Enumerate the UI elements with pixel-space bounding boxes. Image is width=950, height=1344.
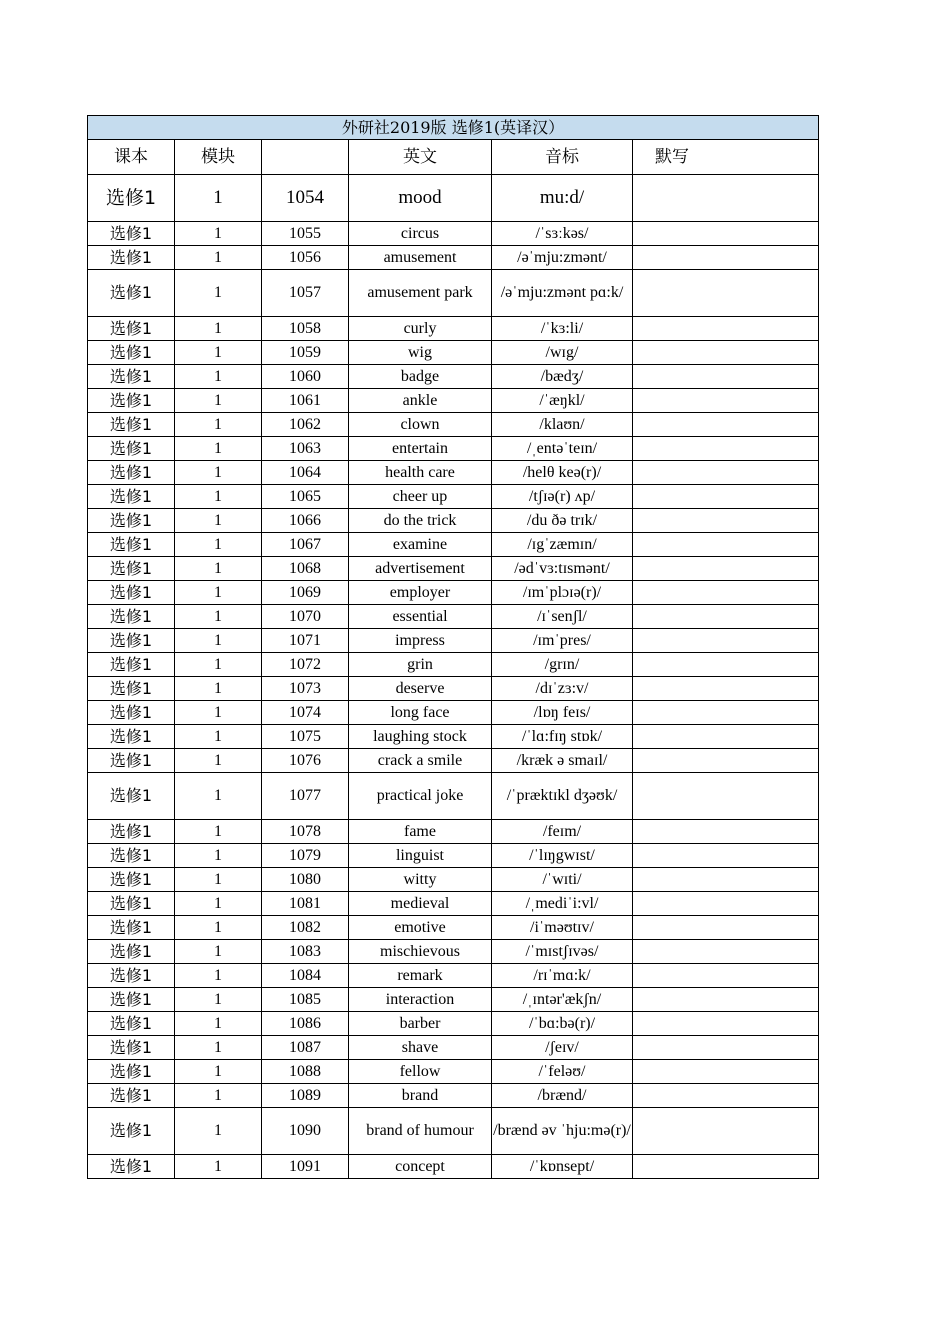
cell-dictation[interactable] xyxy=(633,1060,819,1084)
cell-phonetic: /dɪˈzɜ:v/ xyxy=(492,677,633,701)
table-row xyxy=(88,413,819,437)
cell-number: 1065 xyxy=(262,485,349,509)
cell-phonetic: /kræk ə smaɪl/ xyxy=(492,749,633,773)
cell-dictation[interactable] xyxy=(633,246,819,270)
cell-module: 1 xyxy=(175,749,262,773)
cell-book: 选修1 xyxy=(88,365,175,389)
table-row xyxy=(88,773,819,820)
cell-number: 1067 xyxy=(262,533,349,557)
cell-book: 选修1 xyxy=(88,916,175,940)
cell-book: 选修1 xyxy=(88,1060,175,1084)
cell-dictation[interactable] xyxy=(633,1012,819,1036)
table-row xyxy=(88,653,819,677)
cell-module: 1 xyxy=(175,820,262,844)
table-row xyxy=(88,629,819,653)
cell-number: 1072 xyxy=(262,653,349,677)
cell-english: clown xyxy=(349,413,492,437)
table-row xyxy=(88,222,819,246)
cell-english: brand of humour xyxy=(349,1108,492,1155)
cell-dictation[interactable] xyxy=(633,533,819,557)
cell-number: 1071 xyxy=(262,629,349,653)
cell-phonetic: /əˈmju:zmənt pɑ:k/ xyxy=(492,270,633,317)
cell-phonetic: /ˈwɪti/ xyxy=(492,868,633,892)
cell-phonetic: /ɪgˈzæmɪn/ xyxy=(492,533,633,557)
cell-dictation[interactable] xyxy=(633,844,819,868)
table-row xyxy=(88,437,819,461)
cell-number: 1056 xyxy=(262,246,349,270)
cell-module: 1 xyxy=(175,341,262,365)
table-row xyxy=(88,677,819,701)
cell-phonetic: /ˈlɑ:fɪŋ stɒk/ xyxy=(492,725,633,749)
cell-phonetic: /ˈæŋkl/ xyxy=(492,389,633,413)
cell-english: do the trick xyxy=(349,509,492,533)
cell-english: brand xyxy=(349,1084,492,1108)
cell-module: 1 xyxy=(175,1108,262,1155)
cell-module: 1 xyxy=(175,844,262,868)
cell-module: 1 xyxy=(175,413,262,437)
table-row xyxy=(88,725,819,749)
cell-module: 1 xyxy=(175,270,262,317)
cell-phonetic: /ˈlɪŋgwɪst/ xyxy=(492,844,633,868)
cell-number: 1078 xyxy=(262,820,349,844)
cell-module: 1 xyxy=(175,437,262,461)
cell-book: 选修1 xyxy=(88,605,175,629)
cell-phonetic: /ˈkɒnsept/ xyxy=(492,1155,633,1179)
cell-dictation[interactable] xyxy=(633,701,819,725)
cell-phonetic: /ˈsɜːkəs/ xyxy=(492,222,633,246)
cell-english: deserve xyxy=(349,677,492,701)
cell-number: 1083 xyxy=(262,940,349,964)
cell-english: examine xyxy=(349,533,492,557)
cell-phonetic: /ˌmediˈi:vl/ xyxy=(492,892,633,916)
cell-english: interaction xyxy=(349,988,492,1012)
cell-phonetic: /ədˈvɜ:tɪsmənt/ xyxy=(492,557,633,581)
cell-phonetic: /ˌentəˈteɪn/ xyxy=(492,437,633,461)
cell-phonetic: mu:d/ xyxy=(492,175,633,222)
table-row xyxy=(88,1012,819,1036)
cell-dictation[interactable] xyxy=(633,677,819,701)
cell-phonetic: /ɪmˈplɔɪə(r)/ xyxy=(492,581,633,605)
header-number xyxy=(262,140,349,175)
cell-phonetic: /ɪmˈpres/ xyxy=(492,629,633,653)
cell-number: 1087 xyxy=(262,1036,349,1060)
cell-phonetic: /brænd əv ˈhju:mə(r)/ xyxy=(492,1108,633,1155)
cell-dictation[interactable] xyxy=(633,605,819,629)
cell-number: 1086 xyxy=(262,1012,349,1036)
cell-phonetic: /əˈmju:zmənt/ xyxy=(492,246,633,270)
cell-number: 1081 xyxy=(262,892,349,916)
cell-phonetic: /iˈməʊtɪv/ xyxy=(492,916,633,940)
header-book: 课本 xyxy=(88,140,175,175)
cell-book: 选修1 xyxy=(88,820,175,844)
cell-number: 1057 xyxy=(262,270,349,317)
cell-english: barber xyxy=(349,1012,492,1036)
cell-book: 选修1 xyxy=(88,246,175,270)
table-row xyxy=(88,820,819,844)
cell-book: 选修1 xyxy=(88,557,175,581)
cell-number: 1062 xyxy=(262,413,349,437)
cell-dictation[interactable] xyxy=(633,557,819,581)
cell-number: 1084 xyxy=(262,964,349,988)
table-row xyxy=(88,1155,819,1179)
title-row xyxy=(88,116,819,140)
cell-phonetic: /klaʊn/ xyxy=(492,413,633,437)
cell-english: fellow xyxy=(349,1060,492,1084)
cell-english: cheer up xyxy=(349,485,492,509)
table-row xyxy=(88,892,819,916)
cell-english: concept xyxy=(349,1155,492,1179)
cell-module: 1 xyxy=(175,964,262,988)
table-row xyxy=(88,964,819,988)
cell-module: 1 xyxy=(175,677,262,701)
cell-dictation[interactable] xyxy=(633,437,819,461)
cell-number: 1085 xyxy=(262,988,349,1012)
cell-module: 1 xyxy=(175,701,262,725)
cell-number: 1088 xyxy=(262,1060,349,1084)
table-row xyxy=(88,940,819,964)
cell-dictation[interactable] xyxy=(633,629,819,653)
table-row xyxy=(88,1084,819,1108)
cell-module: 1 xyxy=(175,725,262,749)
cell-book: 选修1 xyxy=(88,389,175,413)
cell-book: 选修1 xyxy=(88,964,175,988)
cell-number: 1066 xyxy=(262,509,349,533)
cell-phonetic: /tʃɪə(r) ʌp/ xyxy=(492,485,633,509)
cell-english: remark xyxy=(349,964,492,988)
cell-module: 1 xyxy=(175,485,262,509)
cell-book: 选修1 xyxy=(88,1012,175,1036)
cell-number: 1075 xyxy=(262,725,349,749)
header-module: 模块 xyxy=(175,140,262,175)
cell-module: 1 xyxy=(175,581,262,605)
cell-english: shave xyxy=(349,1036,492,1060)
cell-dictation[interactable] xyxy=(633,581,819,605)
cell-dictation[interactable] xyxy=(633,940,819,964)
cell-dictation[interactable] xyxy=(633,868,819,892)
cell-dictation[interactable] xyxy=(633,892,819,916)
cell-phonetic: /grɪn/ xyxy=(492,653,633,677)
cell-module: 1 xyxy=(175,868,262,892)
cell-dictation[interactable] xyxy=(633,725,819,749)
cell-book: 选修1 xyxy=(88,437,175,461)
cell-number: 1055 xyxy=(262,222,349,246)
table-row xyxy=(88,341,819,365)
cell-phonetic: /ˈkɜ:li/ xyxy=(492,317,633,341)
cell-number: 1069 xyxy=(262,581,349,605)
cell-english: badge xyxy=(349,365,492,389)
header-dictation: 默写 xyxy=(633,140,819,175)
cell-book: 选修1 xyxy=(88,413,175,437)
cell-book: 选修1 xyxy=(88,485,175,509)
cell-english: advertisement xyxy=(349,557,492,581)
cell-module: 1 xyxy=(175,461,262,485)
cell-dictation[interactable] xyxy=(633,749,819,773)
cell-number: 1079 xyxy=(262,844,349,868)
cell-phonetic: /ˈmɪstʃɪvəs/ xyxy=(492,940,633,964)
cell-dictation[interactable] xyxy=(633,317,819,341)
cell-number: 1064 xyxy=(262,461,349,485)
cell-number: 1058 xyxy=(262,317,349,341)
cell-dictation[interactable] xyxy=(633,222,819,246)
cell-english: grin xyxy=(349,653,492,677)
cell-dictation[interactable] xyxy=(633,916,819,940)
cell-phonetic: /brænd/ xyxy=(492,1084,633,1108)
table-row xyxy=(88,844,819,868)
cell-phonetic: /ˈpræktɪkl dʒəʊk/ xyxy=(492,773,633,820)
cell-dictation[interactable] xyxy=(633,820,819,844)
cell-phonetic: /bædʒ/ xyxy=(492,365,633,389)
cell-number: 1090 xyxy=(262,1108,349,1155)
cell-phonetic: /ʃeɪv/ xyxy=(492,1036,633,1060)
cell-book: 选修1 xyxy=(88,868,175,892)
header-row xyxy=(88,140,819,175)
cell-english: medieval xyxy=(349,892,492,916)
cell-book: 选修1 xyxy=(88,988,175,1012)
cell-number: 1091 xyxy=(262,1155,349,1179)
cell-module: 1 xyxy=(175,533,262,557)
cell-english: crack a smile xyxy=(349,749,492,773)
cell-module: 1 xyxy=(175,629,262,653)
cell-book: 选修1 xyxy=(88,629,175,653)
cell-phonetic: /ˈbɑ:bə(r)/ xyxy=(492,1012,633,1036)
cell-phonetic: /helθ keə(r)/ xyxy=(492,461,633,485)
cell-module: 1 xyxy=(175,892,262,916)
cell-english: witty xyxy=(349,868,492,892)
cell-english: entertain xyxy=(349,437,492,461)
cell-module: 1 xyxy=(175,1060,262,1084)
cell-number: 1089 xyxy=(262,1084,349,1108)
cell-number: 1061 xyxy=(262,389,349,413)
cell-number: 1070 xyxy=(262,605,349,629)
cell-number: 1080 xyxy=(262,868,349,892)
cell-module: 1 xyxy=(175,389,262,413)
table-row xyxy=(88,317,819,341)
cell-phonetic: /ˌɪntər'ækʃn/ xyxy=(492,988,633,1012)
cell-number: 1068 xyxy=(262,557,349,581)
cell-english: amusement park xyxy=(349,270,492,317)
table-row xyxy=(88,509,819,533)
cell-module: 1 xyxy=(175,222,262,246)
table-row xyxy=(88,461,819,485)
cell-book: 选修1 xyxy=(88,773,175,820)
cell-phonetic: /feɪm/ xyxy=(492,820,633,844)
table-row xyxy=(88,389,819,413)
table-row xyxy=(88,175,819,222)
cell-book: 选修1 xyxy=(88,341,175,365)
cell-book: 选修1 xyxy=(88,677,175,701)
header-english: 英文 xyxy=(349,140,492,175)
table-row xyxy=(88,701,819,725)
cell-dictation[interactable] xyxy=(633,1084,819,1108)
cell-module: 1 xyxy=(175,988,262,1012)
cell-book: 选修1 xyxy=(88,175,175,222)
table-row xyxy=(88,1108,819,1155)
cell-dictation[interactable] xyxy=(633,1108,819,1155)
cell-english: linguist xyxy=(349,844,492,868)
table-row xyxy=(88,533,819,557)
cell-book: 选修1 xyxy=(88,844,175,868)
table-row xyxy=(88,365,819,389)
cell-number: 1060 xyxy=(262,365,349,389)
cell-number: 1077 xyxy=(262,773,349,820)
cell-book: 选修1 xyxy=(88,940,175,964)
cell-module: 1 xyxy=(175,1155,262,1179)
cell-dictation[interactable] xyxy=(633,175,819,222)
cell-dictation[interactable] xyxy=(633,1036,819,1060)
cell-book: 选修1 xyxy=(88,1036,175,1060)
table-row xyxy=(88,1036,819,1060)
table-row xyxy=(88,557,819,581)
table-row xyxy=(88,605,819,629)
cell-number: 1054 xyxy=(262,175,349,222)
cell-module: 1 xyxy=(175,557,262,581)
cell-phonetic: /rɪˈmɑ:k/ xyxy=(492,964,633,988)
cell-dictation[interactable] xyxy=(633,341,819,365)
cell-english: wig xyxy=(349,341,492,365)
cell-book: 选修1 xyxy=(88,653,175,677)
cell-english: fame xyxy=(349,820,492,844)
cell-dictation[interactable] xyxy=(633,365,819,389)
cell-module: 1 xyxy=(175,509,262,533)
cell-book: 选修1 xyxy=(88,749,175,773)
table-row xyxy=(88,868,819,892)
cell-english: emotive xyxy=(349,916,492,940)
cell-book: 选修1 xyxy=(88,509,175,533)
vocabulary-table xyxy=(87,115,819,1179)
cell-english: ankle xyxy=(349,389,492,413)
cell-book: 选修1 xyxy=(88,1108,175,1155)
cell-number: 1076 xyxy=(262,749,349,773)
cell-module: 1 xyxy=(175,1036,262,1060)
cell-english: circus xyxy=(349,222,492,246)
cell-dictation[interactable] xyxy=(633,653,819,677)
cell-number: 1074 xyxy=(262,701,349,725)
cell-module: 1 xyxy=(175,940,262,964)
cell-dictation[interactable] xyxy=(633,413,819,437)
cell-english: health care xyxy=(349,461,492,485)
cell-english: mischievous xyxy=(349,940,492,964)
cell-number: 1082 xyxy=(262,916,349,940)
cell-english: impress xyxy=(349,629,492,653)
cell-phonetic: /ɪˈsenʃl/ xyxy=(492,605,633,629)
cell-phonetic: /wɪg/ xyxy=(492,341,633,365)
cell-module: 1 xyxy=(175,1012,262,1036)
cell-book: 选修1 xyxy=(88,1084,175,1108)
cell-module: 1 xyxy=(175,916,262,940)
cell-module: 1 xyxy=(175,365,262,389)
table-row xyxy=(88,916,819,940)
cell-dictation[interactable] xyxy=(633,964,819,988)
header-phonetic: 音标 xyxy=(492,140,633,175)
cell-book: 选修1 xyxy=(88,222,175,246)
cell-module: 1 xyxy=(175,653,262,677)
cell-book: 选修1 xyxy=(88,270,175,317)
cell-dictation[interactable] xyxy=(633,773,819,820)
cell-english: long face xyxy=(349,701,492,725)
cell-number: 1073 xyxy=(262,677,349,701)
cell-english: essential xyxy=(349,605,492,629)
cell-dictation[interactable] xyxy=(633,509,819,533)
cell-phonetic: /du ðə trɪk/ xyxy=(492,509,633,533)
table-row xyxy=(88,749,819,773)
cell-book: 选修1 xyxy=(88,581,175,605)
cell-book: 选修1 xyxy=(88,1155,175,1179)
cell-phonetic: /ˈfeləʊ/ xyxy=(492,1060,633,1084)
cell-module: 1 xyxy=(175,317,262,341)
cell-module: 1 xyxy=(175,773,262,820)
cell-dictation[interactable] xyxy=(633,988,819,1012)
cell-english: practical joke xyxy=(349,773,492,820)
cell-dictation[interactable] xyxy=(633,461,819,485)
cell-module: 1 xyxy=(175,246,262,270)
cell-module: 1 xyxy=(175,605,262,629)
cell-number: 1059 xyxy=(262,341,349,365)
cell-book: 选修1 xyxy=(88,317,175,341)
table-row xyxy=(88,246,819,270)
cell-book: 选修1 xyxy=(88,701,175,725)
cell-module: 1 xyxy=(175,1084,262,1108)
cell-book: 选修1 xyxy=(88,725,175,749)
cell-dictation[interactable] xyxy=(633,270,819,317)
cell-number: 1063 xyxy=(262,437,349,461)
cell-dictation[interactable] xyxy=(633,389,819,413)
table-row xyxy=(88,485,819,509)
cell-module: 1 xyxy=(175,175,262,222)
sheet-title: 外研社2019版 选修1(英译汉） xyxy=(88,116,819,140)
cell-english: employer xyxy=(349,581,492,605)
cell-phonetic: /lɒŋ feɪs/ xyxy=(492,701,633,725)
table-row xyxy=(88,581,819,605)
cell-english: mood xyxy=(349,175,492,222)
table-row xyxy=(88,270,819,317)
cell-english: amusement xyxy=(349,246,492,270)
cell-english: curly xyxy=(349,317,492,341)
cell-dictation[interactable] xyxy=(633,1155,819,1179)
table-row xyxy=(88,988,819,1012)
cell-dictation[interactable] xyxy=(633,485,819,509)
cell-book: 选修1 xyxy=(88,461,175,485)
cell-book: 选修1 xyxy=(88,892,175,916)
cell-book: 选修1 xyxy=(88,533,175,557)
cell-english: laughing stock xyxy=(349,725,492,749)
table-row xyxy=(88,1060,819,1084)
